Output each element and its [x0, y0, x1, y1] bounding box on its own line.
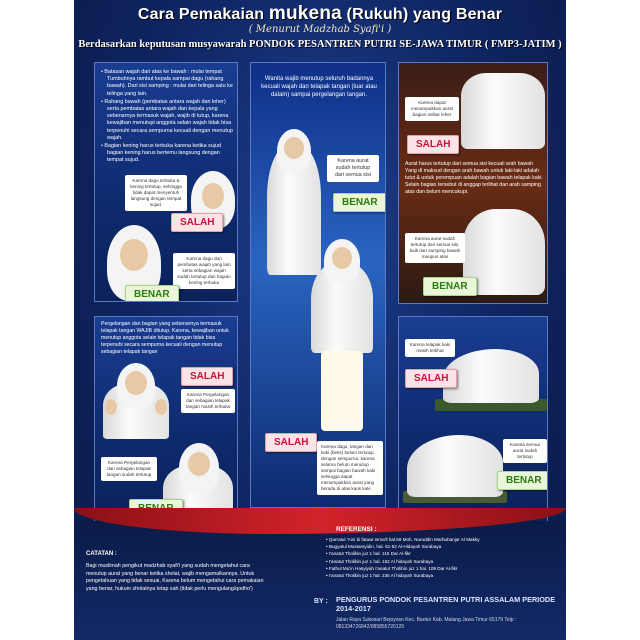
bullet-item: • Bagian kening harus terbuka karena ketika sujud bagian kening harus bertemu langsung dengan tempat sujud.	[101, 143, 235, 165]
panel-body	[250, 62, 386, 508]
page-heading: Berdasarkan keputusan musyawarah PONDOK PESANTREN PUTRI SE-JAWA TIMUR ( FMP3-JATIM )	[78, 39, 562, 50]
organization-name: PENGURUS PONDOK PESANTREN PUTRI ASSALAM PERIODE 2014-2017	[336, 595, 556, 613]
note-salah-cover: Karena dapat menampakkan aurat bagian selitar leher	[405, 97, 459, 121]
badge-benar-face: BENAR	[125, 285, 179, 302]
badge-salah-standing: SALAH	[265, 433, 317, 452]
figure-salah-cover	[461, 67, 547, 151]
panel-hands-text: Pergelangan dan bagian yang sebenarnya termasuk telapak tangan WAJIB ditutup. Karena, kewajiban untuk menutup anggota selain telapak tangan tidak bisa terpenuhi secara sempurna kecuali dengan menutup sebagian telapak tangan	[101, 321, 229, 355]
badge-salah-face: SALAH	[171, 213, 223, 232]
panel-cover	[398, 62, 548, 304]
note-salah-face: Karena dagu terbuka & kening tertutup, sehingga tidak dapat menyentuh langsung dengan tempat sujud.	[125, 175, 187, 211]
list-item: • I'anatut Tholibin juz 1 hal. 115 Dar Al-fikr	[326, 550, 562, 557]
note-benar-sujud: Karena semua aurat sudah tertutup	[503, 439, 547, 463]
panel-hands	[94, 316, 238, 522]
title-highlight: mukena	[268, 3, 342, 24]
poster	[74, 0, 566, 640]
organization-address: Jalan Raya Sukosari Bejoyoso Kec. Bantur Kab. Malang Jawa Timur 65179 Telp : 081334726842/085855720125	[336, 617, 517, 630]
page-subtitle: ( Menurut Madzhab Syafi'i )	[248, 24, 392, 35]
catatan-text: Bagi muslimah pengikut madzhab syafi'i yang sudah mengetahui cara menutup aurat yang benar ketika sholat, wajib mengamalkannya. Untuk pengetahuan yang tidak sesuai, Karena belum mengetahui cara pemakaian yang benar, hukum sholatnya tetap sah (tidak perlu mengulang/qodho')	[86, 563, 264, 592]
catatan-title: CATATAN :	[86, 551, 117, 557]
note-benar-face: Karena dagu dan pembatas wajah yang lain serta sebagian wajah sudah tertutup dan bagian kening terbuka	[173, 253, 235, 289]
panel-face-text	[101, 69, 235, 166]
note-benar-hands: Karena Pergelangan dan sebagian telapak tangan sudah tertutup	[101, 457, 157, 481]
note-benar-standing: Karena aurat sudah tertutup dari semua sisi	[327, 155, 379, 182]
figure-salah-standing	[307, 239, 377, 439]
note-salah-standing: Karena dagu, tangan dan kaki (betis) belum tertutup dengan sempurna, karena selama belum menutup sampai bagian bawah kaki sehingga dapat menampakkan aurat yang berada di atas kaos kaki	[317, 441, 383, 495]
page-title: Cara Pemakaian mukena (Rukuh) yang Benar	[137, 3, 503, 24]
panel-cover-text: Aurat harus tertutup dari semua sisi kecuali arah bawah Yang di maksud dengan arah bawah untuk laki-laki adalah tutut & untuk perempuan adalah bagian bawah telapak kaki. Selain bagian tersebut di anggap terlihat dari arah samping atas dan belum mencukupi.	[405, 161, 543, 195]
figure-benar-sujud	[403, 427, 507, 507]
by-label: BY :	[314, 598, 328, 605]
panel-face	[94, 62, 238, 302]
note-benar-cover: Karena aurat sudah tertutup dari semua sisi, baik dari samping bawah maupun atas	[405, 233, 465, 263]
list-item: • Bugyatul Mustarsyidin, hal. 51-52 Al-Hidayah Surabaya	[326, 543, 562, 550]
list-item: • Qurratul 'Aini bi fatawi Isma'il hal.59 Moh. Nuruddin Marbubanjar Al Makky	[326, 536, 562, 543]
list-item: • I'anatut Tholibin juz 1 hal. 162 Al hidayah Surabaya	[326, 558, 562, 565]
list-item: • I'anatut Tholibin juz 1 hal. 235 Al hidayah Surabaya	[326, 572, 562, 579]
figure-salah-hands	[101, 363, 171, 439]
badge-benar-cover: BENAR	[423, 277, 477, 296]
note-salah-hands: Karena Pergelangan dan sebagian telapak tangan masih terbuka	[181, 389, 235, 413]
panel-sujud	[398, 316, 548, 522]
bullet-item: • Rahang bawah (pembatas antara wajah dan leher) serta pembatas antara wajah dan kepala yang sebenarnya termasuk wajah, wajib di tutup, karena kewajiban menutupi anggota selain wajah tidak bisa terpenuhi secara sempurna kecuali dengan menutup wajah.	[101, 99, 235, 142]
badge-salah-sujud: SALAH	[405, 369, 457, 388]
referensi-title: REFERENSI :	[336, 526, 377, 533]
panel-body-text: Wanita wajib menutup seluruh badannya kecuali wajah dan telapak tangan (luar atau dalam) sampai pergelangan tangan.	[261, 76, 377, 98]
list-item: • Fathul Mu'in Hasyiyah I'anatut Tholibin juz 1 hal. 109 Dar Al-fikr	[326, 565, 562, 572]
badge-benar-standing: BENAR	[333, 193, 386, 212]
panel-face-bullets	[101, 69, 235, 165]
badge-salah-hands: SALAH	[181, 367, 233, 386]
badge-salah-cover: SALAH	[407, 135, 459, 154]
note-salah-sujud: Karena telapak kaki masih terlihat	[405, 339, 455, 357]
badge-benar-sujud: BENAR	[497, 471, 548, 490]
referensi-list	[326, 536, 562, 579]
bullet-item: • Batasan wajah dari atas ke bawah : mulai tempat Tumbuhnya rambut kepala sampai dagu (rahang bawah). Dari sisi samping : mulai dari telinga satu ke telinga yang lain.	[101, 69, 235, 98]
